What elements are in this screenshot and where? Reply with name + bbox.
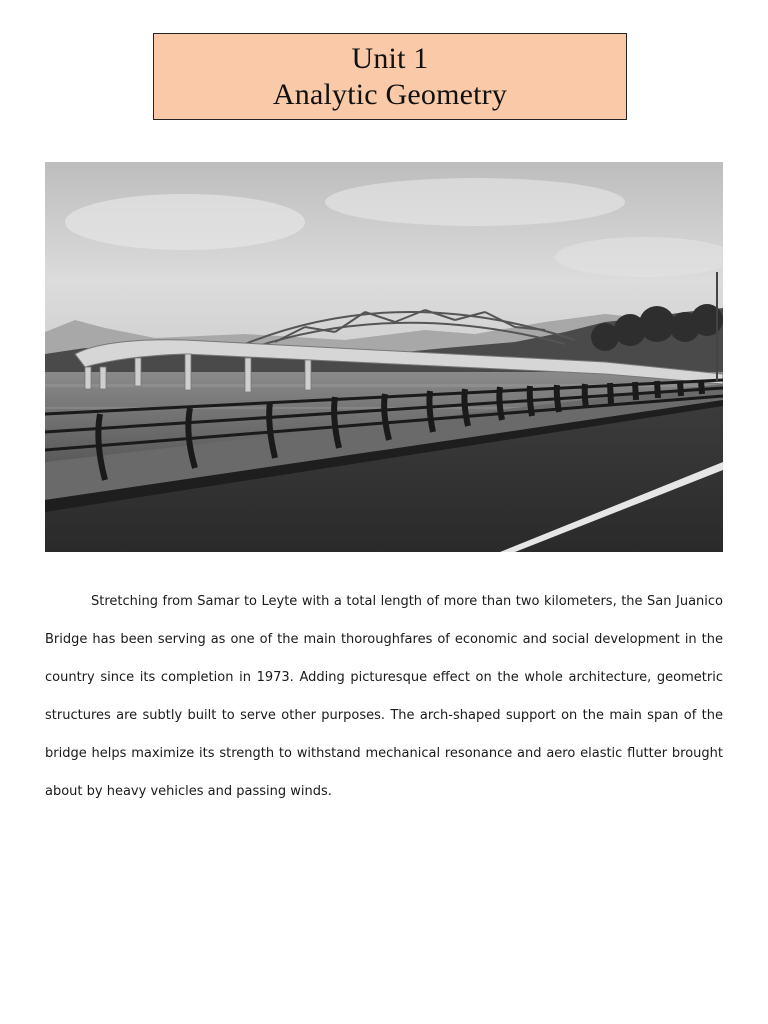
cloud — [325, 178, 625, 226]
cloud — [65, 194, 305, 250]
unit-label: Unit 1 — [351, 41, 429, 75]
unit-title: Analytic Geometry — [272, 77, 508, 111]
body-paragraph: Stretching from Samar to Leyte with a total length of more than two kilometers, the San Juanico Bridge has been serving as one of the main thoroughfares of economic and social development in the country since its completion in 1973. Adding picturesque effect on the whole architecture, geometric structures are subtly built to serve other purposes. The arch-shaped support on the main span of the bridge helps maximize its strength to withstand mechanical resonance and aero elastic flutter brought about by heavy vehicles and passing winds. — [45, 594, 723, 799]
unit-title-box — [153, 33, 627, 120]
bridge-photo — [45, 162, 723, 552]
